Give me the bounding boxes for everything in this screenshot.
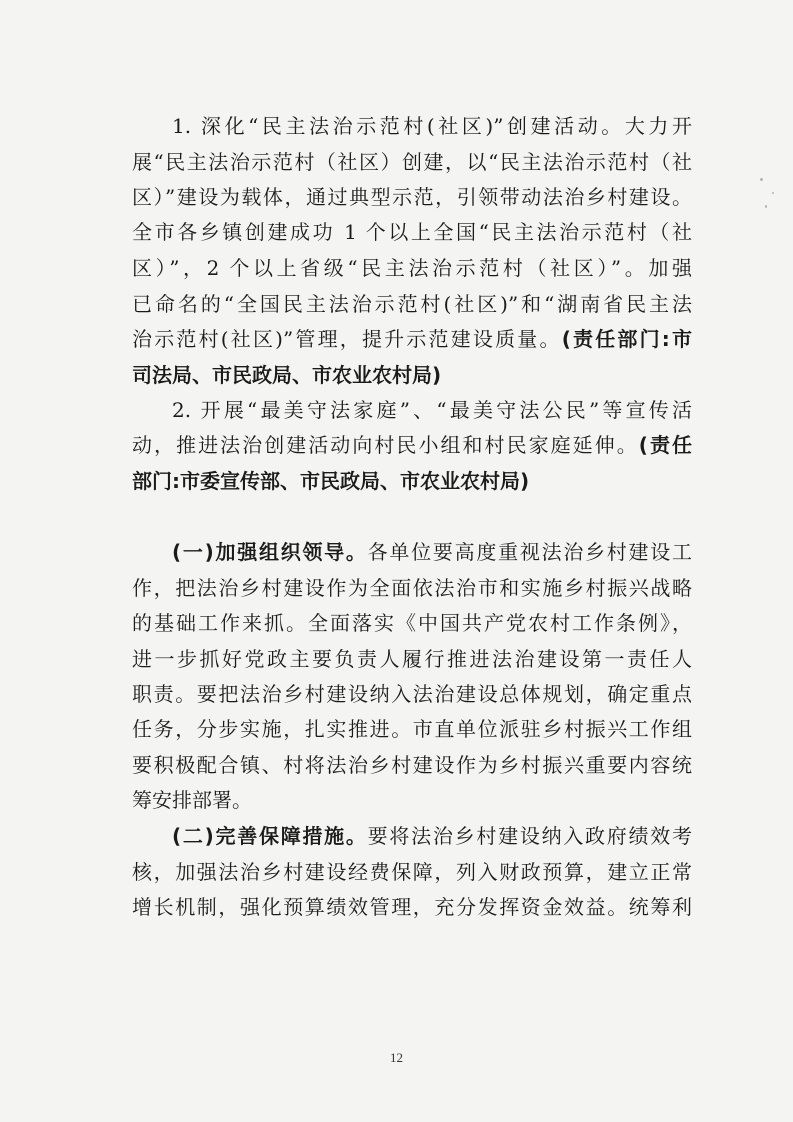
p1-line-3: 区）”建设为载体，通过典型示范，引领带动法治乡村建设。 (132, 185, 692, 209)
p1-line-2: 展“民主法治示范村（社区）创建，以“民主法治示范村（社 (132, 150, 692, 174)
page-number: 12 (390, 1050, 403, 1065)
p2-responsibility-end: 部门:市委宣传部、市民政局、市农业农村局) (132, 469, 530, 493)
p1-responsibility-end: 司法局、市民政局、市农业农村局) (132, 363, 442, 387)
p3-line-6: 任务，分步实施，扎实推进。市直单位派驻乡村振兴工作组 (132, 717, 692, 741)
p3-line-7: 要积极配合镇、村将法治乡村建设作为乡村振兴重要内容统 (132, 753, 692, 777)
p4-lead: (二)完善保障措施。 (172, 824, 368, 848)
p1-line-4: 全市各乡镇创建成功 1 个以上全国“民主法治示范村（社 (132, 220, 692, 244)
p4-line-1-text: 要将法治乡村建设纳入政府绩效考 (367, 824, 693, 848)
scan-speck (760, 178, 763, 181)
p2-responsibility-start: (责任 (638, 433, 693, 457)
p1-responsibility-start: (责任部门:市 (561, 327, 692, 351)
p2-line-1: 2. 开展“最美守法家庭”、“最美守法公民”等宣传活 (172, 398, 692, 422)
p4-line-1 (172, 822, 692, 850)
p4-line-3: 增长机制，强化预算绩效管理，充分发挥资金效益。统筹利 (132, 895, 692, 919)
p3-line-4: 进一步抓好党政主要负责人履行推进法治建设第一责任人 (132, 647, 692, 671)
p2-line-2-text: 动，推进法治创建活动向村民小组和村民家庭延伸。 (132, 433, 639, 457)
p1-line-7-text: 治示范村(社区)”管理，提升示范建设质量。 (132, 327, 562, 351)
p3-line-3: 的基础工作来抓。全面落实《中国共产党农村工作条例》， (132, 611, 692, 635)
p1-line-7 (132, 325, 692, 353)
p1-line-6: 已命名的“全国民主法治示范村(社区)”和“湖南省民主法 (132, 292, 692, 316)
p3-line-2: 作，把法治乡村建设作为全面依法治市和实施乡村振兴战略 (132, 576, 692, 600)
scan-speck (772, 192, 774, 194)
p3-line-1 (172, 538, 692, 566)
p1-line-5: 区）”，2 个以上省级“民主法治示范村（社区）”。加强 (132, 256, 692, 280)
scan-speck (765, 205, 767, 208)
p3-lead: (一)加强组织领导。 (172, 540, 368, 564)
p3-line-5: 职责。要把法治乡村建设纳入法治建设总体规划，确定重点 (132, 682, 692, 706)
p3-line-8: 筹安排部署。 (132, 788, 252, 812)
p1-line-1: 1. 深化“民主法治示范村(社区)”创建活动。大力开 (172, 114, 692, 138)
p3-line-1-text: 各单位要高度重视法治乡村建设工 (367, 540, 693, 564)
p2-line-2 (132, 431, 692, 459)
p4-line-2: 核，加强法治乡村建设经费保障，列入财政预算，建立正常 (132, 860, 692, 884)
